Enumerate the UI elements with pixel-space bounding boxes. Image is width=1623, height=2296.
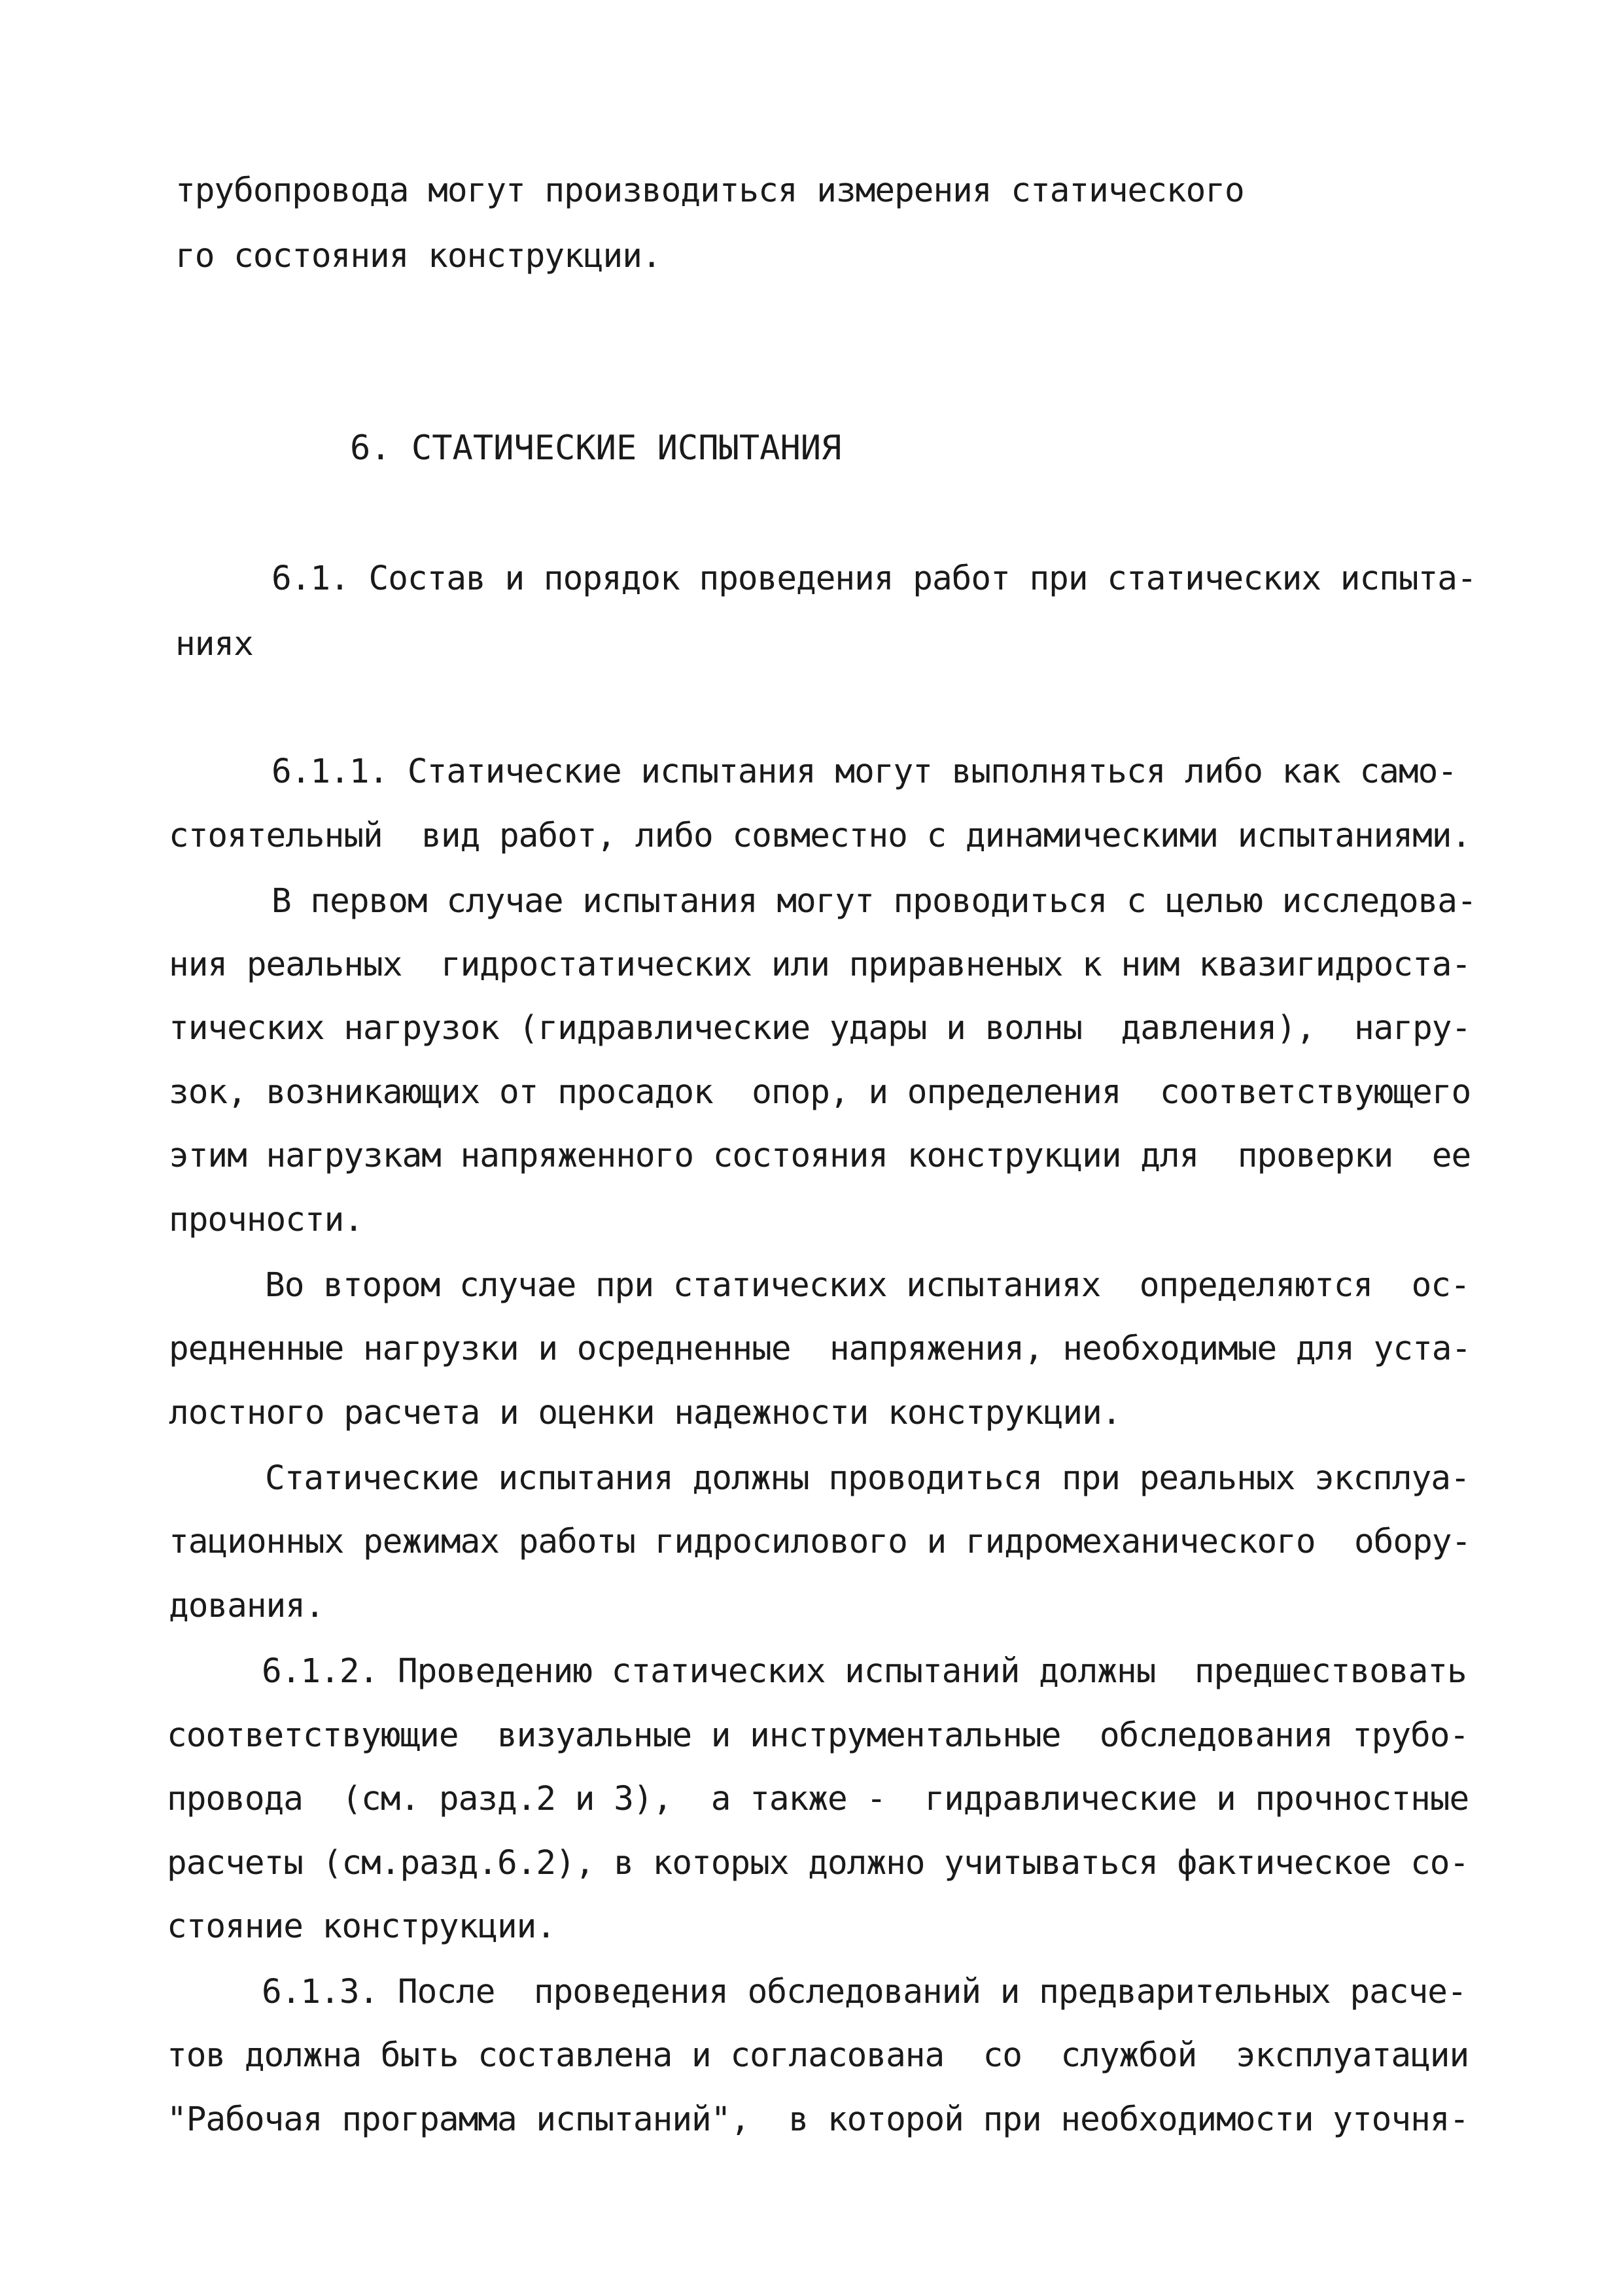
- paragraph-first-case-line-1: В первом случае испытания могут проводиться с целью исследова-: [271, 882, 1476, 921]
- paragraph-6-1-1-line-2: стоятельный вид работ, либо совместно с динамическими испытаниями.: [169, 817, 1471, 855]
- paragraph-first-case-line-4: зок, возникающих от просадок опор, и определения соответствующего: [169, 1073, 1471, 1112]
- paragraph-conditions-line-3: дования.: [169, 1587, 324, 1625]
- intro-line-1: трубопровода могут производиться измерения статического: [175, 171, 1244, 210]
- intro-line-2: го состояния конструкции.: [175, 237, 661, 275]
- paragraph-first-case-line-3: тических нагрузок (гидравлические удары и волны давления), нагру-: [169, 1009, 1471, 1048]
- paragraph-first-case-line-2: ния реальных гидростатических или приравненых к ним квазигидроста-: [169, 945, 1471, 984]
- section-heading: 6. СТАТИЧЕСКИЕ ИСПЫТАНИЯ: [350, 429, 842, 468]
- subsection-title-line-1: 6.1. Состав и порядок проведения работ при статических испыта-: [271, 559, 1476, 598]
- subsection-title-line-2: ниях: [175, 625, 253, 663]
- paragraph-conditions-line-1: Статические испытания должны проводиться при реальных эксплуа-: [265, 1459, 1470, 1498]
- paragraph-6-1-2-line-3: провода (см. разд.2 и 3), а также - гидравлические и прочностные: [167, 1780, 1469, 1818]
- paragraph-6-1-3-line-3: "Рабочая программа испытаний", в которой при необходимости уточня-: [167, 2100, 1469, 2139]
- paragraph-second-case-line-1: Во втором случае при статических испытаниях определяются ос-: [265, 1266, 1470, 1305]
- paragraph-first-case-line-5: этим нагрузкам напряженного состояния конструкции для проверки ее: [169, 1137, 1471, 1175]
- paragraph-6-1-3-line-1: 6.1.3. После проведения обследований и предварительных расче-: [262, 1973, 1467, 2011]
- paragraph-first-case-line-6: прочности.: [169, 1201, 364, 1239]
- paragraph-6-1-1-line-1: 6.1.1. Статические испытания могут выполняться либо как само-: [271, 752, 1457, 791]
- paragraph-6-1-2-line-5: стояние конструкции.: [167, 1907, 556, 1946]
- paragraph-second-case-line-3: лостного расчета и оценки надежности конструкции.: [169, 1394, 1121, 1432]
- paragraph-conditions-line-2: тационных режимах работы гидросилового и гидромеханического обору-: [169, 1523, 1471, 1561]
- paragraph-6-1-2-line-1: 6.1.2. Проведению статических испытаний должны предшествовать: [262, 1652, 1467, 1691]
- paragraph-6-1-3-line-2: тов должна быть составлена и согласована со службой эксплуатации: [167, 2036, 1469, 2075]
- paragraph-6-1-2-line-4: расчеты (см.разд.6.2), в которых должно учитываться фактическое со-: [167, 1844, 1469, 1882]
- paragraph-6-1-2-line-2: соответствующие визуальные и инструментальные обследования трубо-: [167, 1716, 1469, 1755]
- paragraph-second-case-line-2: редненные нагрузки и осредненные напряжения, необходимые для уста-: [169, 1330, 1471, 1368]
